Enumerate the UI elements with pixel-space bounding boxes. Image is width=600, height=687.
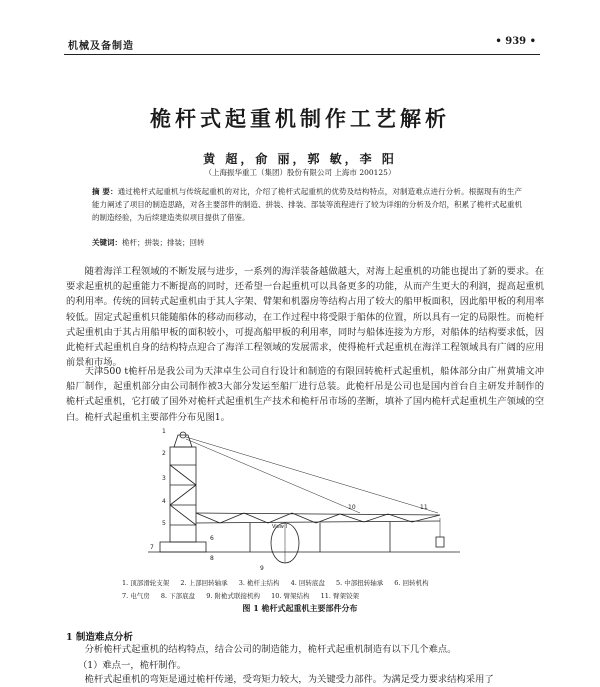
legend-item: 8. 下部底盘 [160,592,196,600]
legend-item: 10. 臂架结构 [271,592,310,600]
section-heading: 1 制造难点分析 [66,632,133,643]
abstract [92,185,522,224]
figure-legend-row-1 [122,578,492,587]
callout-label-7: 7 [150,544,154,551]
top-pulley-frame [174,435,192,447]
callout-label-3: 3 [162,475,166,482]
legend-item: 5. 中部扭转轴承 [335,579,384,587]
abstract-text: 通过桅杆式起重机与传统起重机的对比，介绍了桅杆式起重机的优势及结构特点，对制造难点进行分析。根据现有的生产能力阐述了项目的制造思路，对各主要部件的制造、拼装、排装、部装等流程进行了较为详细的分析及介绍，积累了桅杆式起重机的制造经验，为后续建造类似项目提供了借鉴。 [92,187,522,222]
legend-item: 6. 回转机构 [394,579,429,587]
callout-label-10: 10 [348,504,356,511]
boom-truss [196,513,440,523]
header-rule [64,54,540,55]
affiliation: （上海振华重工（集团）股份有限公司 上海市 200125） [204,168,396,177]
section-paragraph-2: 桅杆式起重机的弯矩是通过桅杆传递，受弯矩力较大，为关键受力部件。为满足受力要求结构采用了 [84,674,494,685]
authors: 黄 超，俞 丽，郭 敏，李 阳 [203,152,397,166]
callout-label-2: 2 [162,450,166,457]
keywords-text: 桅杆；拼装；排装；回转 [122,238,205,247]
keywords-label: 关键词： [92,238,122,247]
lower-base [160,542,206,552]
callout-label-1: 1 [162,428,166,435]
callout-label-4: 4 [162,498,166,505]
hook-block [436,537,444,547]
keywords [92,237,205,248]
subsection-item: （1）难点一，桅杆制作。 [78,660,187,671]
legend-item: 2. 上部回转轴承 [180,579,228,587]
page-number: • 939 • [495,36,536,47]
figure-caption: 图 1 桅杆式起重机主要部件分布 [242,603,358,613]
crane-figure [120,425,480,575]
callout-label-5: 5 [162,520,166,527]
figure-legend-row-2 [122,591,492,600]
legend-item: 9. 附桅式联接机构 [206,592,260,600]
intro-paragraph-2: 天津500 t桅杆吊是我公司为天津卓生公司自行设计和制造的有限回转桅杆式起重机，船体部分由广州黄埔文冲船厂制作，起重机部分由公司制作被3大部分发运至船厂进行总装。此桅杆吊是公司也是国内首台自主研发并制作的桅杆式起重机，它打破了国外对桅杆式起重机生产技术和桅杆吊市场的垄断，填补了国内桅杆式起重机生产领域的空白。桅杆式起重机主要部件分布见图1。 [66,366,544,423]
legend-item: 7. 电气房 [122,592,150,600]
abstract-label: 摘 要： [92,187,118,196]
callout-label-11: 11 [420,504,428,511]
legend-item: 3. 桅杆主结构 [238,579,280,587]
section-paragraph: 分析桅杆式起重机的结构特点，结合公司的制造能力，桅杆式起重机制造有以下几个难点。 [84,644,457,655]
legend-item: 4. 回转底盘 [290,579,325,587]
callout-label-6: 6 [210,535,214,542]
callout-label-9: 9 [260,565,264,572]
paper-title: 桅杆式起重机制作工艺解析 [150,106,450,131]
legend-item: 1. 顶部滑轮支架 [122,579,170,587]
view-i-annotation: View I [272,524,287,530]
legend-item: 11. 臂架铰架 [320,592,359,600]
callout-label-8: 8 [210,555,214,562]
journal-name: 机械及备制造 [68,41,134,52]
intro-paragraph-1: 随着海洋工程领域的不断发展与进步，一系列的海洋装备越做越大，对海上起重机的功能也提出了新的要求。在要求起重机的起重能力不断提高的同时，还希望一台起重机可以具备更多的功能，从而产生更大的利润，提高起重机的利用率。传统的回转式起重机由于其人字架、臂架和机器房等结构占用了较大的船甲板面积，因此船甲板的利用率较低。固定式起重机只能随船体的移动而移动，在工作过程中将受限于船体的位置，所以具有一定的局限性。而桅杆式起重机由于其占用船甲板的面积较小，可提高船甲板的利用率，同时与船体连接为方形，对船体的结构要求低，因此桅杆式起重机自身的结构特点迎合了海洋工程领域的发展需求，使得桅杆式起重机在海洋工程领域具有广阔的应用前景和市场。 [66,266,544,369]
